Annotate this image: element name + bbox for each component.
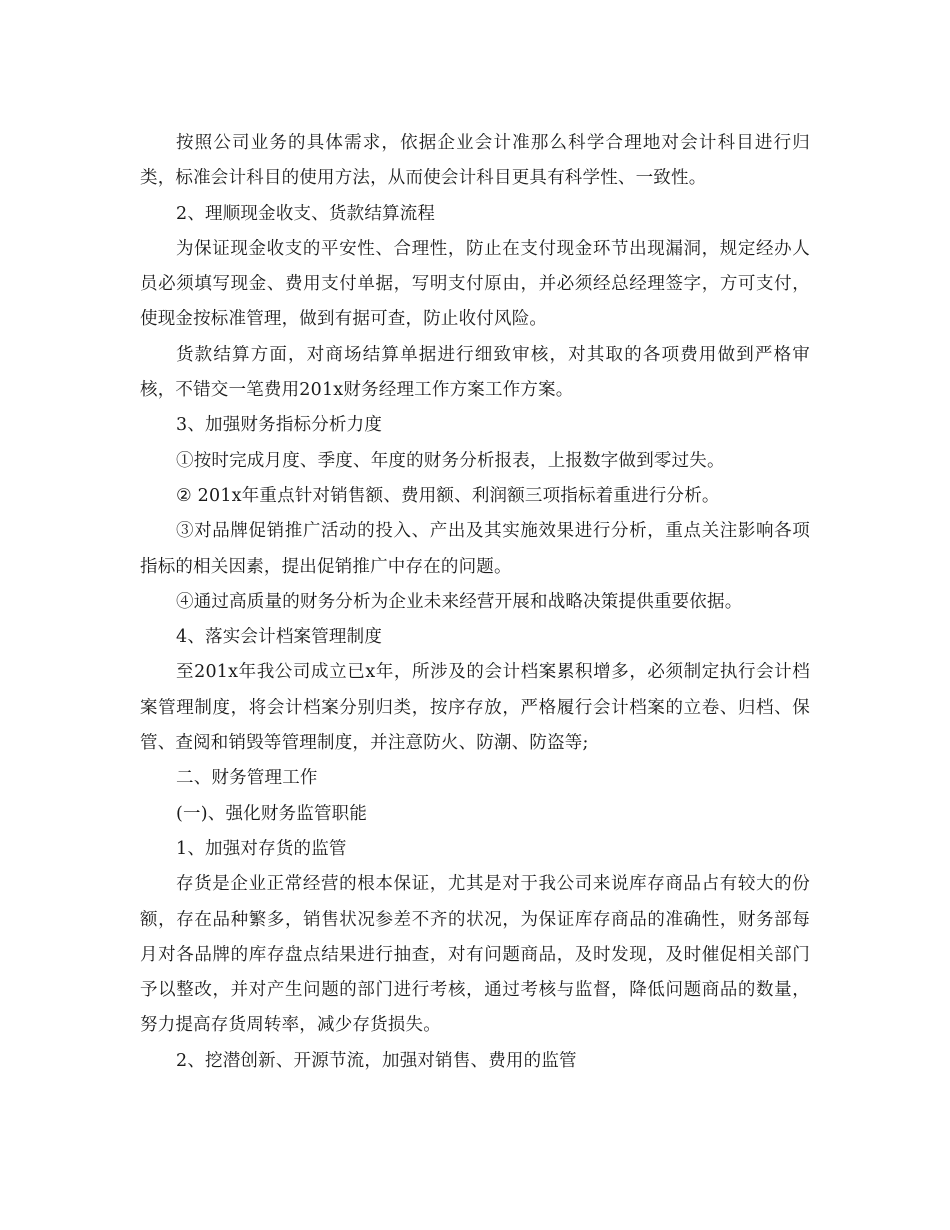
paragraph-payment-settlement: 货款结算方面，对商场结算单据进行细致审核，对其取的各项费用做到严格审核，不错交一笔费用201x财务经理工作方案工作方案。 <box>140 344 810 401</box>
heading-inventory-supervision: 1、加强对存货的监管 <box>176 838 347 859</box>
list-item-decision-support: ④通过高质量的财务分析为企业未来经营开展和战略决策提供重要依据。 <box>176 591 743 612</box>
paragraph-inventory: 存货是企业正常经营的根本保证，尤其是对于我公司来说库存商品占有较大的份额，存在品种繁多，销售状况参差不齐的状况，为保证库存商品的准确性，财务部每月对各品牌的库存盘点结果进行抽查，对有问题商品，及时发现，及时催促相关部门予以整改，并对产生问题的部门进行考核，通过考核与监督，降低问题商品的数量，努力提高存货周转率，减少存货损失。 <box>140 874 810 1036</box>
heading-sales-expense-supervision: 2、挖潜创新、开源节流，加强对销售、费用的监管 <box>176 1050 577 1071</box>
subsection-heading-supervision: (一)、强化财务监管职能 <box>176 803 368 824</box>
list-item-analysis-reports: ①按时完成月度、季度、年度的财务分析报表，上报数字做到零过失。 <box>176 450 725 471</box>
heading-archive-management: 4、落实会计档案管理制度 <box>176 627 383 648</box>
document-body <box>140 126 810 1079</box>
section-heading-financial-management: 二、财务管理工作 <box>176 768 318 789</box>
paragraph-archive-system: 至201x年我公司成立已x年，所涉及的会计档案累积增多，必须制定执行会计档案管理制度，将会计档案分别归类，按序存放，严格履行会计档案的立卷、归档、保管、查阅和销毁等管理制度，并注意防火、防潮、防盗等; <box>140 662 810 754</box>
list-item-promotion-analysis: ③对品牌促销推广活动的投入、产出及其实施效果进行分析，重点关注影响各项指标的相关因素，提出促销推广中存在的问题。 <box>140 521 810 577</box>
heading-cash-settlement-process: 2、理顺现金收支、货款结算流程 <box>176 203 436 224</box>
paragraph-account-classification: 按照公司业务的具体需求，依据企业会计准那么科学合理地对会计科目进行归类，标准会计科目的使用方法，从而使会计科目更具有科学性、一致性。 <box>140 133 810 189</box>
paragraph-cash-security: 为保证现金收支的平安性、合理性，防止在支付现金环节出现漏洞，规定经办人员必须填写现金、费用支付单据，写明支付原由，并必须经总经理签字，方可支付，使现金按标准管理，做到有据可查，防止收付风险。 <box>140 238 810 330</box>
list-item-key-indicators: ② 201x年重点针对销售额、费用额、利润额三项指标着重进行分析。 <box>176 485 720 506</box>
heading-financial-analysis: 3、加强财务指标分析力度 <box>176 415 383 436</box>
